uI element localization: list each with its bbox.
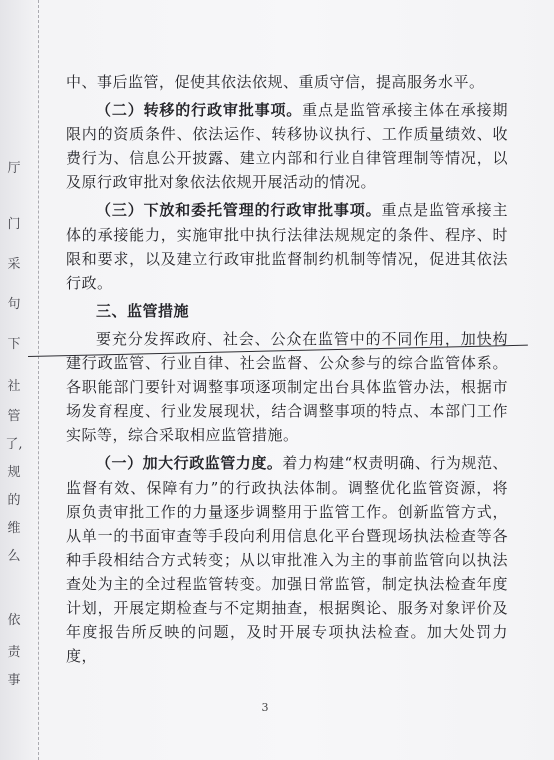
margin-char: 责 bbox=[7, 645, 21, 660]
margin-char: 的 bbox=[7, 493, 21, 508]
margin-char: 么 bbox=[7, 549, 21, 564]
paragraph-heading: （三）下放和委托管理的行政审批事项。 bbox=[96, 201, 382, 220]
margin-notes-upper bbox=[2, 160, 26, 354]
margin-char: 句 bbox=[7, 297, 21, 312]
paragraph-text: 重点是监管承接主体的承接能力，实施审批中执行法律法规规定的条件、程序、时限和要求，以及建立行政审批监督制约机制等情况，促进其依法行政。 bbox=[66, 201, 508, 292]
paragraph-text: 着力构建“权责明确、行为规范、监督有效、保障有力”的行政执法体制。调整优化监管资源，将原负责审批工作的力量逐步调整用于监管工作。创新监管方式，从单一的书面审查等手段向利用信息化平台暨现场执法检查等各种手段相结合方式转变；从以审批准入为主的事前监管向以执法查处为主的全过程监管转变。加强日常监管，制定执法检查年度计划，开展定期检查与不定期抽查，根据舆论、服务对象评价及年度报告所反映的问题，及时开展专项执法检查。加大处罚力度， bbox=[66, 454, 508, 666]
paragraph-overview bbox=[66, 327, 508, 447]
section-title: 三、监管措施 bbox=[96, 301, 190, 320]
margin-char: 规 bbox=[7, 465, 21, 480]
margin-char: 门 bbox=[7, 217, 21, 232]
margin-char: 厅 bbox=[7, 161, 21, 176]
paragraph-administrative-supervision bbox=[66, 451, 508, 668]
margin-char: 采 bbox=[7, 257, 21, 272]
margin-char: 维 bbox=[7, 521, 21, 536]
margin-char: 社 bbox=[7, 379, 21, 394]
paragraph-delegated-items bbox=[66, 198, 508, 294]
margin-char: 依 bbox=[7, 613, 21, 628]
margin-notes-lower bbox=[2, 612, 26, 690]
paragraph-heading: （二）转移的行政审批事项。 bbox=[96, 101, 303, 120]
paragraph-transferred-items bbox=[66, 98, 508, 194]
margin-char: 管 bbox=[7, 409, 21, 424]
margin-char: 了, bbox=[5, 437, 23, 452]
fold-line bbox=[38, 0, 40, 760]
page-number: 3 bbox=[261, 701, 269, 714]
paragraph-heading: （一）加大行政监管力度。 bbox=[96, 454, 283, 473]
paragraph-text: 中、事后监管，促使其依法依规、重质守信，提高服务水平。 bbox=[66, 73, 485, 91]
margin-char: 事 bbox=[7, 673, 21, 688]
document-body bbox=[66, 70, 508, 668]
margin-char: 下 bbox=[7, 337, 21, 352]
margin-notes-middle bbox=[2, 378, 26, 566]
paragraph-text: 要充分发挥政府、社会、公众在监管中的不同作用，加快构建行政监管、行业自律、社会监督、公众参与的综合监管体系。各职能部门要针对调整事项逐项制定出台具体监管办法，根据市场发育程度、行业发展现状，结合调整事项的特点、本部门工作实际等，综合采取相应监管措施。 bbox=[66, 329, 508, 445]
paragraph-text: 重点是监管承接主体在承接期限内的资质条件、依法运作、转移协议执行、工作质量绩效、收费行为、信息公开披露、建立内部和行业自律管理制等情况，以及原行政审批对象依法依规开展活动的情况。 bbox=[66, 101, 508, 192]
paragraph-continued bbox=[66, 70, 508, 94]
